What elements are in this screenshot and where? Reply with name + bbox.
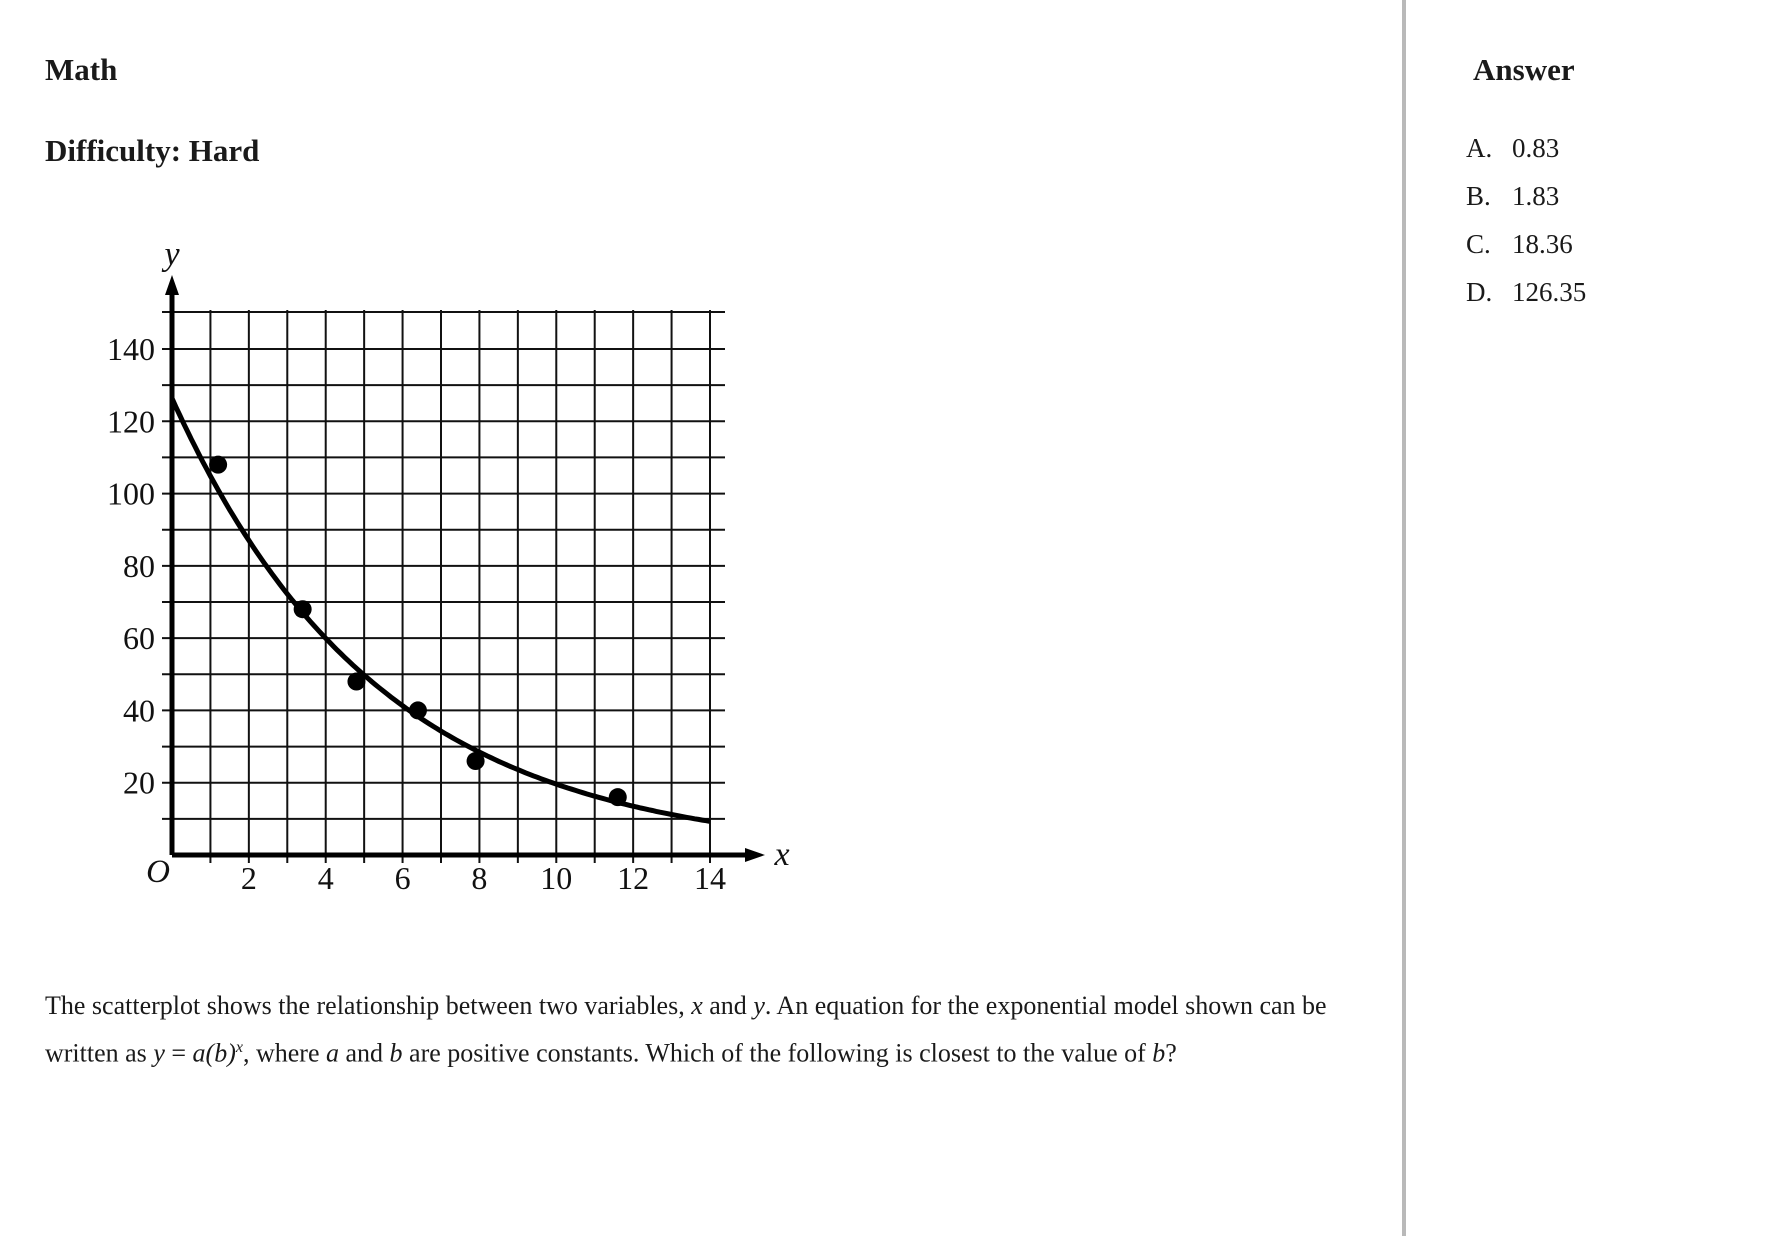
answer-title: Answer: [1473, 52, 1575, 87]
x-tick-label: 12: [617, 860, 650, 896]
y-tick-label: 120: [107, 403, 155, 440]
data-point: [347, 673, 365, 691]
y-axis-label: y: [164, 236, 180, 273]
choice-d-letter: D.: [1466, 277, 1493, 307]
var-x: x: [691, 991, 703, 1020]
y-tick-label: 80: [123, 547, 155, 584]
x-tick-label: 4: [317, 860, 334, 896]
var-a: a: [325, 1038, 339, 1068]
equation-y: y: [153, 1038, 165, 1068]
data-point: [209, 456, 227, 474]
choice-b-text: 1.83: [1512, 181, 1560, 211]
x-tick-label: 14: [694, 860, 726, 896]
difficulty-label: Difficulty: Hard: [45, 133, 260, 168]
choice-b-letter: B.: [1466, 181, 1491, 211]
equation-b: (b): [205, 1038, 236, 1068]
choice-c-letter: C.: [1466, 229, 1491, 259]
scatterplot-chart: [80, 235, 800, 915]
subject-title: Math: [45, 52, 118, 87]
equation-equals: =: [164, 1038, 193, 1068]
question-text-5: and: [338, 1038, 390, 1068]
question-text-2: and: [702, 991, 754, 1020]
question-text-3: . An equation for the exponential model shown can be written as: [45, 991, 1327, 1068]
question-text-7: ?: [1165, 1038, 1177, 1068]
data-point: [409, 701, 427, 719]
choice-c[interactable]: [1466, 229, 1586, 277]
choice-c-text: 18.36: [1512, 229, 1573, 259]
x-tick-label: 8: [471, 860, 488, 896]
y-axis-arrow: [165, 275, 179, 295]
y-tick-label: 60: [123, 620, 155, 657]
x-axis-arrow: [745, 848, 765, 862]
choice-a[interactable]: [1466, 133, 1586, 181]
x-tick-label: 2: [240, 860, 257, 896]
question-text-6: are positive constants. Which of the following is closest to the value of: [402, 1038, 1153, 1068]
equation-exponent: x: [235, 1039, 243, 1056]
question-text-1: The scatterplot shows the relationship between two variables,: [45, 991, 692, 1020]
choice-d[interactable]: [1466, 277, 1586, 325]
x-axis-label: x: [774, 836, 790, 873]
var-b: b: [389, 1038, 403, 1068]
data-point: [294, 600, 312, 618]
question-text-4: , where: [242, 1038, 326, 1068]
y-tick-label: 100: [107, 475, 155, 512]
choice-a-text: 0.83: [1512, 133, 1560, 163]
origin-label: O: [146, 854, 170, 890]
data-point: [467, 752, 485, 770]
y-tick-label: 40: [123, 692, 155, 729]
y-tick-label: 20: [123, 764, 155, 801]
question-text: [45, 985, 1345, 1075]
var-b-2: b: [1152, 1038, 1166, 1068]
equation-a: a: [192, 1038, 206, 1068]
var-y: y: [753, 991, 765, 1020]
scatterplot-svg: [80, 235, 800, 915]
x-tick-label: 10: [540, 860, 573, 896]
answer-choices: [1466, 133, 1586, 325]
choice-b[interactable]: [1466, 181, 1586, 229]
choice-d-text: 126.35: [1512, 277, 1587, 307]
answer-pane: [1406, 0, 1766, 1236]
y-tick-label: 140: [107, 331, 155, 367]
x-tick-label: 6: [394, 860, 411, 896]
data-point: [609, 788, 627, 806]
choice-a-letter: A.: [1466, 133, 1493, 163]
